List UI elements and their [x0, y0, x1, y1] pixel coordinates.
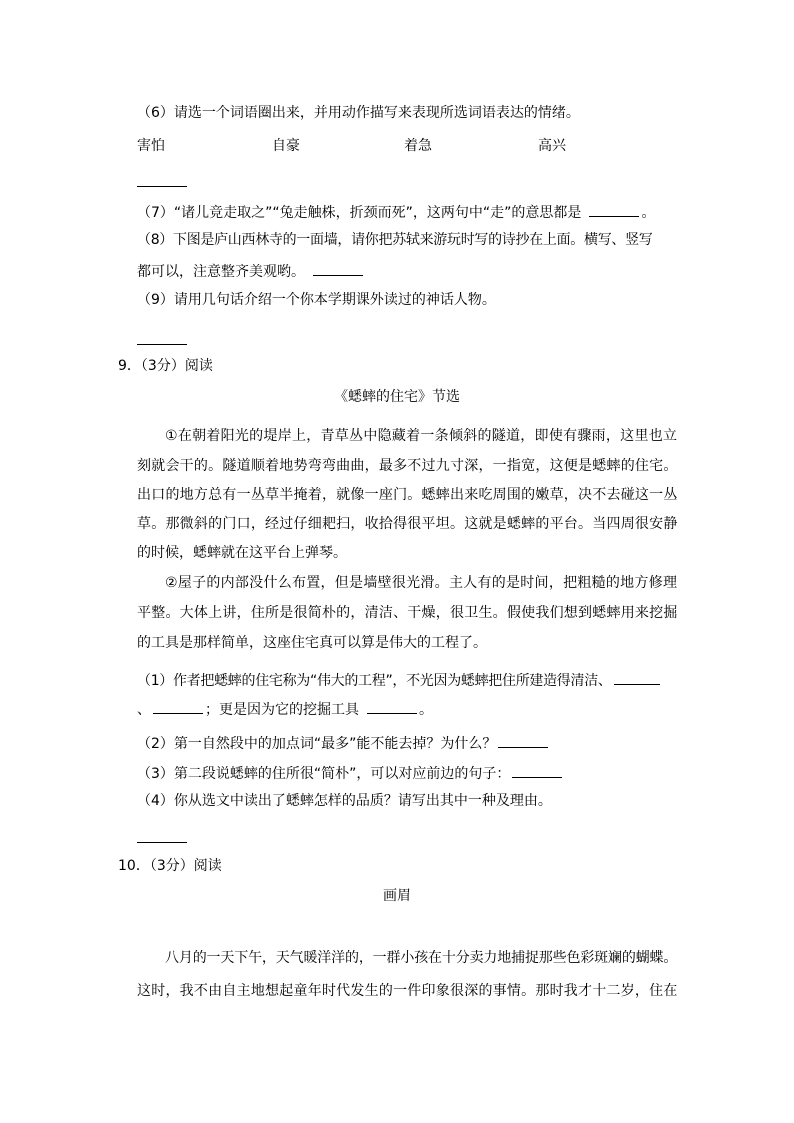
- paragraph-line: 出口的地方总有一丛草半掩着，就像一座门。蟋蟀出来吃周围的嫩草，决不去碰这一丛: [137, 487, 677, 503]
- paragraph-line: 八月的一天下午，天气暖洋洋的，一群小孩在十分卖力地捕捉那些色彩斑斓的蝴蝶。: [165, 950, 677, 966]
- sub-question-4: （4）你从选文中读出了蟋蟀怎样的品质？请写出其中一种及理由。: [137, 793, 552, 809]
- answer-blank[interactable]: [137, 344, 187, 345]
- paragraph-line: ②屋子的内部没什么布置，但是墙壁很光滑。主人有的是时间，把粗糙的地方修理: [165, 575, 677, 591]
- word-choice: 自豪: [272, 138, 300, 154]
- sq2-text: （2）第一自然段中的加点词“最多”能不能去掉？为什么？: [137, 736, 497, 752]
- sq1-text: （1）作者把蟋蟀的住宅称为“伟大的工程”，不光因为蟋蟀把住所建造得清洁、: [137, 673, 612, 689]
- passage-title: 《蟋蟀的住宅》节选: [334, 389, 460, 405]
- word-choice: 着急: [404, 138, 432, 154]
- answer-blank[interactable]: [137, 186, 187, 187]
- answer-blank[interactable]: [137, 842, 187, 843]
- paragraph-line: 平整。大体上讲，住所是很简朴的，清洁、干燥，很卫生。假使我们想到蟋蟀用来挖掘: [137, 605, 677, 621]
- sq3-text: （3）第二段说蟋蟀的住所很“简朴”，可以对应前边的句子：: [137, 766, 511, 782]
- word-choice: 高兴: [538, 138, 566, 154]
- q8-prompt-line1: （8）下图是庐山西林寺的一面墙，请你把苏轼来游玩时写的诗抄在上面。横写、竖写: [137, 232, 653, 248]
- q7-text: （7）“诸儿竞走取之”“兔走触株，折颈而死”，这两句中“走”的意思都是: [137, 205, 582, 221]
- paragraph-line: 刻就会干的。隧道顺着地势弯弯曲曲，最多不过九寸深，一指宽，这便是蟋蟀的住宅。: [137, 458, 677, 474]
- paragraph-line: 的时候，蟋蟀就在这平台上弹琴。: [137, 545, 347, 561]
- answer-blank[interactable]: [498, 733, 548, 748]
- answer-blank[interactable]: [512, 763, 562, 778]
- sub-question-1-cont: [137, 699, 433, 717]
- q8-prompt-line2: [137, 261, 365, 279]
- q7-end: 。: [641, 205, 656, 221]
- sq1-end: 。: [419, 702, 433, 718]
- question-header: 10．（3分）阅读: [118, 858, 222, 874]
- sub-question-2: [137, 733, 550, 751]
- paragraph-line: 这时，我不由自主地想起童年时代发生的一件印象很深的事情。那时我才十二岁，住在: [137, 983, 677, 999]
- word-choice: 害怕: [137, 138, 165, 154]
- paragraph-line: 的工具是那样简单，这座住宅真可以算是伟大的工程了。: [137, 635, 487, 651]
- answer-blank[interactable]: [614, 670, 660, 685]
- q8-text: 都可以，注意整齐美观哟。: [137, 264, 305, 280]
- paragraph-line: 草。那微斜的门口，经过仔细耙扫，收拾得很平坦。这就是蟋蟀的平台。当四周很安静: [137, 516, 677, 532]
- sub-question-3: [137, 763, 564, 781]
- sq1-text2: ；更是因为它的挖掘工具: [205, 702, 359, 718]
- answer-blank[interactable]: [589, 202, 639, 217]
- answer-blank[interactable]: [153, 699, 203, 714]
- sq1-sep: 、: [137, 702, 151, 718]
- q7-prompt: [137, 202, 655, 220]
- q6-prompt: （6）请选一个词语圈出来，并用动作描写来表现所选词语表达的情绪。: [137, 105, 580, 121]
- paragraph-line: ①在朝着阳光的堤岸上，青草丛中隐藏着一条倾斜的隧道，即使有骤雨，这里也立: [165, 428, 677, 444]
- question-header: 9．（3分）阅读: [118, 358, 213, 374]
- answer-blank[interactable]: [367, 699, 417, 714]
- answer-blank[interactable]: [313, 261, 363, 276]
- sub-question-1: [137, 670, 662, 688]
- passage-title: 画眉: [383, 888, 411, 904]
- q9-prompt: （9）请用几句话介绍一个你本学期课外读过的神话人物。: [137, 292, 496, 308]
